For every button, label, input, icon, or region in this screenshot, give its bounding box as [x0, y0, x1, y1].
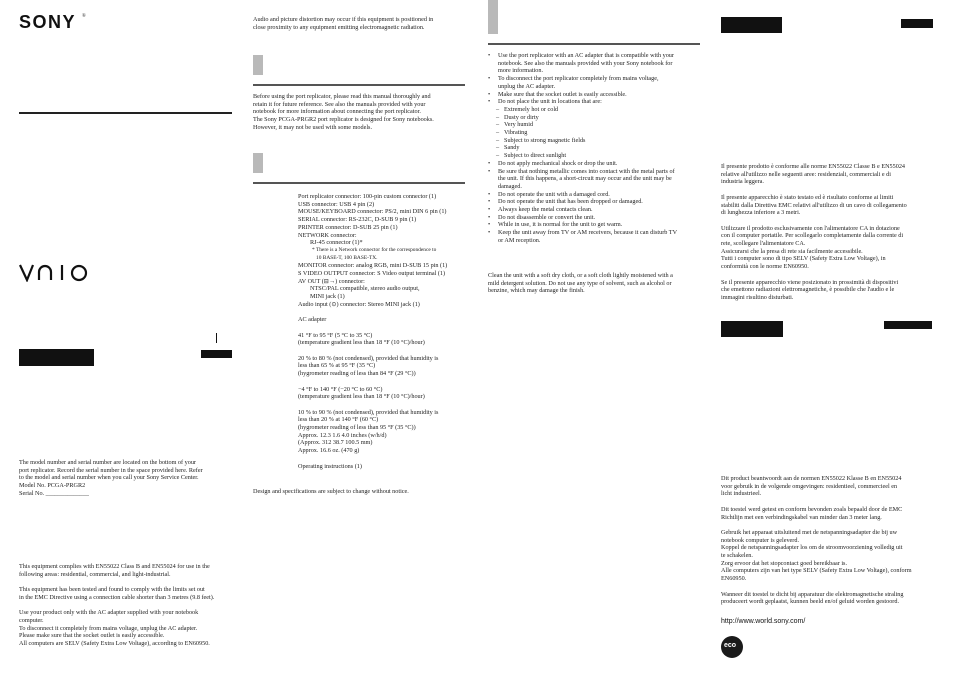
- language-tab-dutch: [721, 321, 783, 337]
- vaio-logo: [19, 264, 99, 282]
- section-marker-about: [253, 55, 263, 75]
- section-rule-precautions: [488, 43, 700, 45]
- language-tab-italian: [721, 17, 782, 33]
- eco-info-badge: [721, 636, 743, 658]
- precautions-list: • Use the port replicator with an AC adapter that is compatible with your notebook. See also the manuals provided with your Sony notebook for more information. • To disconnect the port replicator completely from mains voltage, unplug the AC adapter. • Make sure that the socket outlet is easily accessible. • Do not place the unit in locations that are: – Extremely hot or cold – Dusty or dirty – Very humid – Vibrating – Subject to strong magnetic fields – Sandy – Subject to direct sunlight • Do not apply mechanical shock or drop the unit. • Be sure that nothing metallic comes into contact with the metal parts of the unit. If this happens, a short-circuit may occur and the unit may be damaged. • Do not operate the unit with a damaged cord. • Do not operate the unit that has been dropped or damaged. • Always keep the metal contacts clean. • Do not disassemble or convert the unit. • While in use, it is normal for the unit to get warm. • Keep the unit away from TV or AM receivers, because it can disturb TV or AM reception.: [488, 52, 703, 245]
- dutch-compliance-text: Dit product beantwoordt aan de normen EN55022 Klasse B en EN55024 voor gebruik in de volgende omgevingen: residentieel, commercieel en licht industrieel. Dit toestel werd getest en conform bevonden zoals bepaald door de EMC Richtlijn met een verbindingskabel van minder dan 3 meter lang. Gebruik het apparaat uitsluitend met de netspanningsadapter die bij uw notebook computer is geleverd. Koppel de netspanningsadapter los om de stroomvoorziening volledig uit te schakelen. Zorg ervoor dat het stopcontact goed bereikbaar is. Alle computers zijn van het type SELV (Safety Extra Low Voltage), conform EN60950. Wanneer dit toestel te dicht bij apparatuur die elektromagnetische straling produceert wordt geplaatst, kunnen beeld en/of geluid worden gestoord.: [721, 475, 912, 606]
- section-rule-specs: [253, 182, 465, 184]
- section-marker-specs: [253, 153, 263, 173]
- eco-label: eco: [724, 642, 737, 649]
- page-tab-english: [201, 350, 232, 358]
- page-tab-italian: [901, 19, 933, 28]
- italian-compliance-text: Il presente prodotto è conforme alle norme EN55022 Classe B e EN55024 relative all'utilizzo nelle seguenti aree: residenziali, commerciali e di industria leggera. Il presente apparecchio è stato testato ed è risultato conforme ai limiti stabiliti dalla Direttiva EMC relativi all'utilizzo di un cavo di collegamento di lunghezza inferiore a 3 metri. Utilizzare il prodotto esclusivamente con l'alimentatore CA in dotazione con il computer portatile. Per scollegarlo completamente dalla corrente di rete, scollegare l'alimentatore CA. Assicurarsi che la presa di rete sia facilmente accessibile. Tutti i computer sono di tipo SELV (Safety Extra Low Voltage), in conformità con le norme EN60950. Se il presente apparecchio viene posizionato in prossimità di dispositivi che emettono radiazioni elettromagnetiche, è possibile che l'audio e le immagini risultino disturbati.: [721, 163, 907, 301]
- serial-number-text: The model number and serial number are located on the bottom of your port replicator. Record the serial number in the space provided here. Refer to the model and serial number when you call your Sony Service Center. Model No. PCGA-PRGR2 Serial No. ______________: [19, 459, 203, 497]
- crop-tick: [216, 333, 217, 343]
- sony-url[interactable]: http://www.world.sony.com/: [721, 618, 806, 625]
- specifications-list: Port replicator connector: 100-pin custom connector (1) USB connector: USB 4 pin (2) MOUSE/KEYBOARD connector: PS/2, mini DIN 6 pin (1) SERIAL connector: RS-232C, D-SUB 9 pin (1) PRINTER connector: D-SUB 25 pin (1) NETWORK connector: RJ-45 connector (1)* * There is a Network connector for the correspondence to 10 BASE-T, 100 BASE-TX. MONITOR connector: analog RGB, mini D-SUB 15 pin (1) S VIDEO OUTPUT connector: S Video output terminal (1) AV OUT (⊟→) connector: NTSC/PAL compatible, stereo audio output, MINI jack (1) Audio input (⊙) connector: Stereo MINI jack (1) AC adapter 41 °F to 95 °F (5 °C to 35 °C) (temperature gradient less than 18 °F (10 °C)/hour) 20 % to 80 % (not condensed), provided that humidity is less than 65 % at 95 °F (35 °C) (hygrometer reading of less than 84 °F (29 °C)) −4 °F to 140 °F (−20 °C to 60 °C) (temperature gradient less than 18 °F (10 °C)/hour) 10 % to 90 % (not condensed), provided that humidity is less than 20 % at 140 °F (60 °C) (hygrometer reading of less than 95 °F (35 °C)) Approx. 12.3 1.6 4.0 inches (w/h/d) (Approx. 312 38.7 100.5 mm) Approx. 16.6 oz. (470 g) Operating instructions (1): [298, 193, 448, 470]
- page-tab-dutch: [884, 321, 932, 329]
- section-rule-about: [253, 84, 465, 86]
- title-rule: [19, 112, 232, 114]
- intro-text: Audio and picture distortion may occur if this equipment is positioned in close proximity to any equipment emitting electromagnetic radiation.: [253, 16, 434, 31]
- design-change-notice: Design and specifications are subject to change without notice.: [253, 488, 409, 495]
- compliance-text: This equipment complies with EN55022 Class B and EN55024 for use in the following areas: residential, commercial, and light-industrial. This equipment has been tested and found to comply with the limits set out in the EMC Directive using a connection cable shorter than 3 metres (9.8 feet). Use your product only with the AC adapter supplied with your notebook computer. To disconnect it completely from mains voltage, unplug the AC adapter. Please make sure that the socket outlet is easily accessible. All computers are SELV (Safety Extra Low Voltage), according to EN60950.: [19, 563, 215, 647]
- sony-logo: SONY: [19, 12, 77, 32]
- about-text: Before using the port replicator, please read this manual thoroughly and retain it for future reference. See also the manuals provided with your notebook for more information about connecting the port replicator. The Sony PCGA-PRGR2 port replicator is designed for Sony notebooks. However, it may not be used with some models.: [253, 93, 434, 131]
- language-tab-english: [19, 349, 94, 366]
- section-marker-precautions: [488, 0, 498, 34]
- cleaning-text: Clean the unit with a soft dry cloth, or a soft cloth lightly moistened with a mild detergent solution. Do not use any type of solvent, such as alcohol or benzine, which may damage the finish.: [488, 272, 673, 295]
- registered-mark: ®: [82, 14, 86, 19]
